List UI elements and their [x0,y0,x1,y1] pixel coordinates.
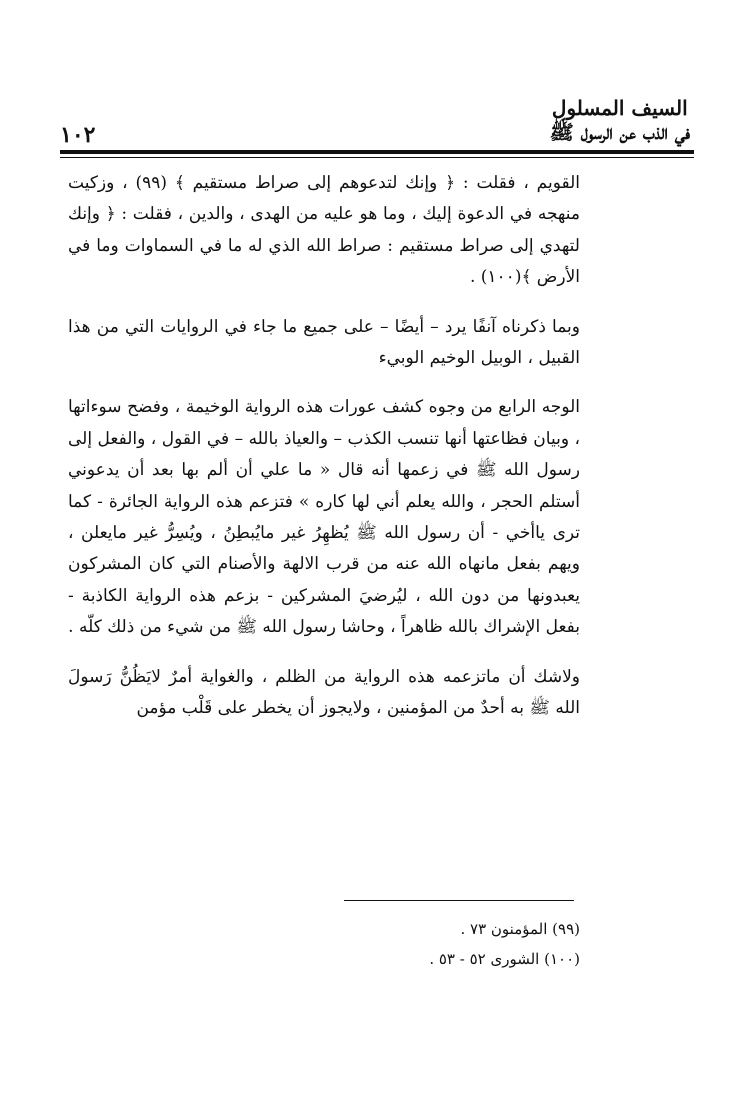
footnotes [68,914,580,974]
running-title [550,96,690,144]
page-number: ١٠٢ [60,122,96,148]
paragraph-3: الوجه الرابع من وجوه كشف عورات هذه الرواية الوخيمة ، وفضح سوءاتها ، وبيان فظاعتها أنها تنسب الكذب – والعياذ بالله – في القول ، والفعل إلى رسول الله ﷺ في زعمها أنه قال « ما علي أن ألم بها بعد أن يدعوني أستلم الحجر ، والله يعلم أني لها كاره » فتزعم هذه الرواية الجائرة - كما ترى ياأخي - أن رسول الله ﷺ يُظهِرُ غير مايُبطِنُ ، ويُسِرُّ غير مايعلن ، ويهم بفعل مانهاه الله عنه من قرب الالهة والأصنام التي كان المشركون يعبدونها من دون الله ، ليُرضيَ المشركين - بزعم هذه الرواية الكاذبة - بفعل الإشراك بالله ظاهراً ، وحاشا رسول الله ﷺ من شيء من ذلك كلّه . [68,397,580,638]
running-title-line-1: السيف المسلول [551,96,688,120]
footnote-separator [344,900,574,901]
header-rule-thin [60,157,694,158]
page-header [60,96,696,152]
paragraph-2: وبما ذكرناه آنفًا يرد – أيضًا – على جميع ما جاء في الروايات التي من هذا القبيل ، الوبيل الوخيم الوبيء [68,316,580,369]
footnote-100: (١٠٠) الشورى ٥٢ - ٥٣ . [429,950,580,968]
paragraph-4: ولاشك أن ماتزعمه هذه الرواية من الظلم ، والغواية أمرٌ لايَظُنُّ رَسولَ الله ﷺ به أحدٌ من المؤمنين ، ولايجوز أن يخطر على قَلْب مؤمن [68,666,580,719]
paragraph-1: القويم ، فقلت : ﴿ وإنك لتدعوهم إلى صراط مستقيم ﴾ (٩٩) ، وزكيت منهجه في الدعوة إليك ، وما هو عليه من الهدى ، والدين ، فقلت : ﴿ وإنك لتهدي إلى صراط مستقيم : صراط الله الذي له ما في السماوات وما في الأرض ﴾(١٠٠) . [68,173,580,288]
header-rule-thick [60,150,694,154]
running-title-line-2: في الذب عن الرسول ﷺ [549,120,690,144]
main-text [68,168,580,743]
footnote-99: (٩٩) المؤمنون ٧٣ . [460,920,580,938]
